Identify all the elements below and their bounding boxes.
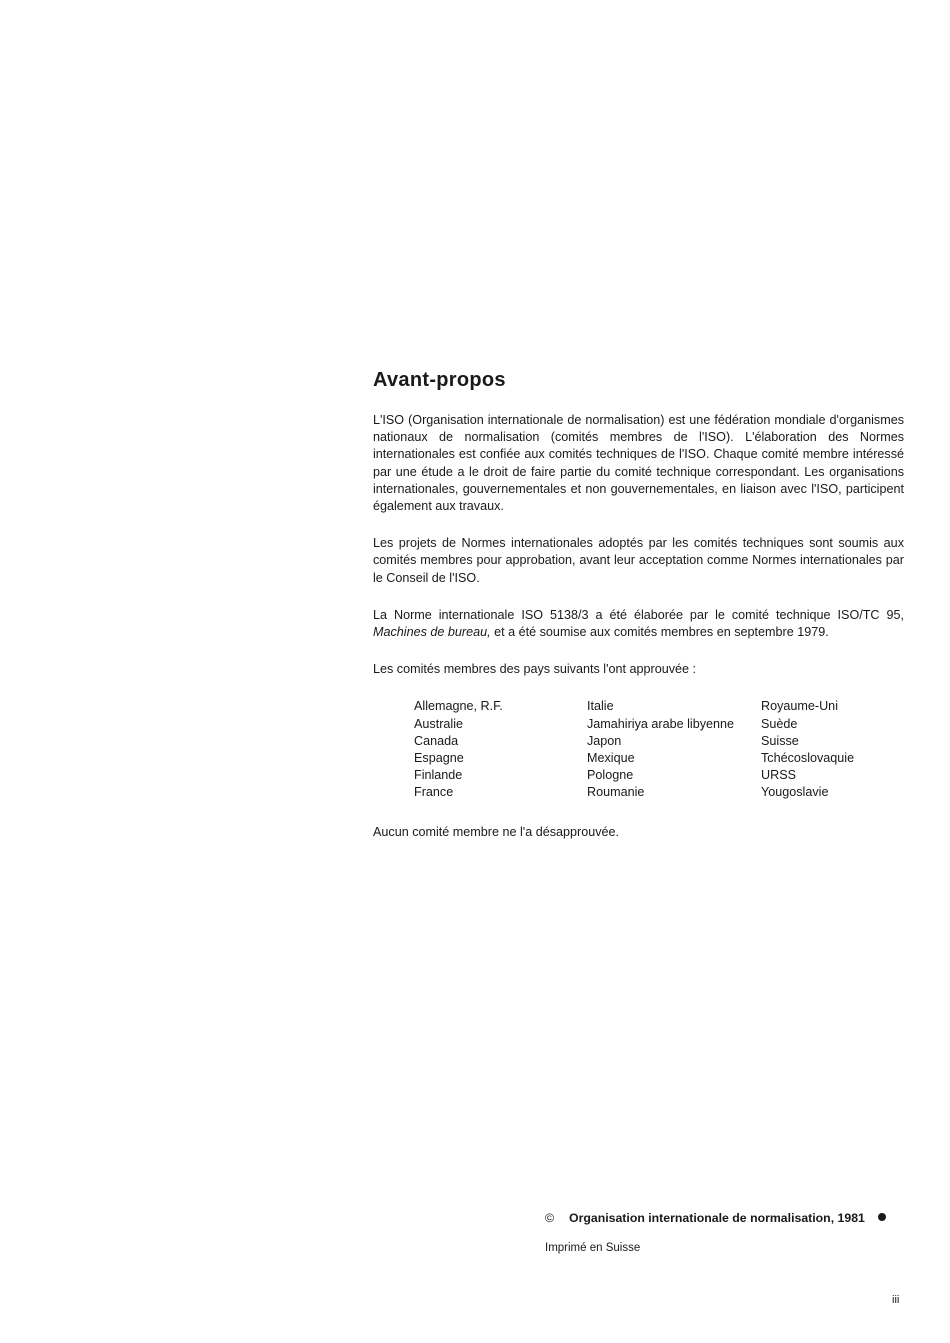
country-item: Jamahiriya arabe libyenne <box>587 716 735 731</box>
paragraph-draft-approval: Les projets de Normes internationales adoptés par les comités techniques sont soumis aux comités membres pour approbation, avant leur acceptation comme Normes internationales par le Conseil de l'ISO. <box>373 536 904 585</box>
paragraph-standard-origin <box>373 607 904 641</box>
country-item: URSS <box>761 768 796 783</box>
paragraph-no-disapproval: Aucun comité membre ne l'a désapprouvée. <box>373 824 620 839</box>
country-item: Mexique <box>587 751 635 766</box>
printed-in-note: Imprimé en Suisse <box>545 1242 641 1254</box>
country-item: Suisse <box>761 733 799 748</box>
page-title: Avant-propos <box>373 369 506 391</box>
page-number: iii <box>892 1294 900 1306</box>
country-item: Espagne <box>414 751 464 766</box>
committee-name: Machines de bureau, <box>373 625 491 640</box>
copyright-icon: © <box>545 1211 555 1225</box>
country-column-2 <box>587 698 761 801</box>
country-item: Finlande <box>414 768 463 783</box>
country-item: Royaume-Uni <box>761 699 838 714</box>
country-item: Yougoslavie <box>761 785 829 800</box>
country-item: Pologne <box>587 768 634 783</box>
paragraph-iso-intro: L'ISO (Organisation internationale de normalisation) est une fédération mondiale d'organismes nationaux de normalisation (comités membres de l'ISO). L'élaboration des Normes internationales est confiée aux comités techniques de l'ISO. Chaque comité membre intéressé par une étude a le droit de faire partie du comité technique correspondant. Les organisations internationales, gouvernementales et non gouvernementales, en liaison avec l'ISO, participent également aux travaux. <box>373 413 904 514</box>
copyright-line <box>545 1210 905 1226</box>
copyright-text: Organisation internationale de normalisation, 1981 <box>569 1211 865 1225</box>
country-item: Allemagne, R.F. <box>414 699 503 714</box>
country-list <box>414 698 904 801</box>
foreword-section <box>373 366 904 841</box>
country-item: Suède <box>761 716 798 731</box>
paragraph-approvers-intro: Les comités membres des pays suivants l'ont approuvée : <box>373 662 697 677</box>
country-column-3 <box>761 698 911 801</box>
country-item: Roumanie <box>587 785 645 800</box>
bullet-icon <box>878 1213 886 1221</box>
country-item: Italie <box>587 699 614 714</box>
paragraph-standard-origin-part2: et a été soumise aux comités membres en septembre 1979. <box>490 625 829 640</box>
country-item: Australie <box>414 716 463 731</box>
country-item: Tchécoslovaquie <box>761 751 855 766</box>
country-item: Canada <box>414 733 459 748</box>
country-column-1 <box>414 698 587 801</box>
country-item: France <box>414 785 454 800</box>
country-item: Japon <box>587 733 622 748</box>
paragraph-standard-origin-part1: La Norme internationale ISO 5138/3 a été élaborée par le comité technique ISO/TC 95, <box>373 607 904 622</box>
